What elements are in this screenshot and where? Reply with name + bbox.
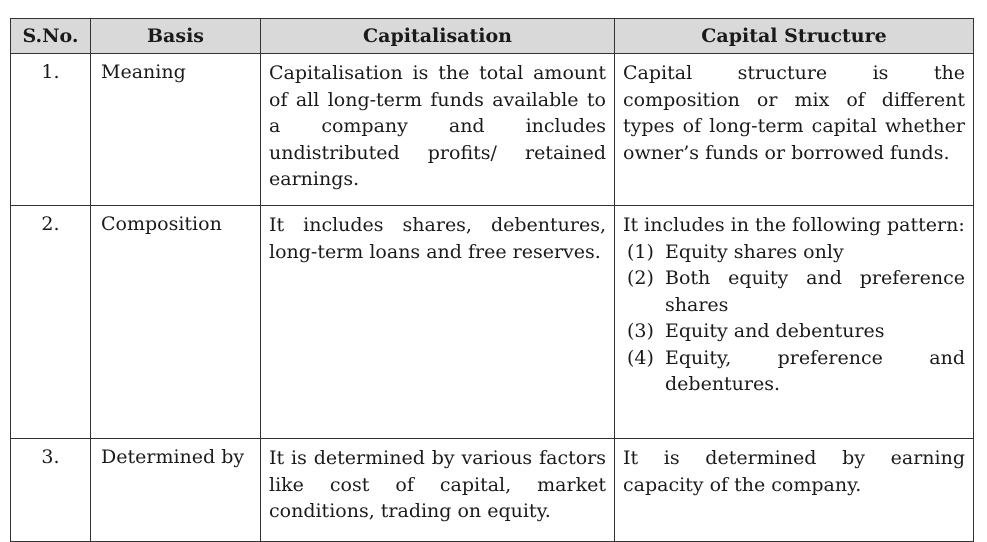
capitalisation-cell: It includes shares, debentures, long-term loans and free reserves. xyxy=(261,206,615,439)
list-item-text: Both equity and preference shares xyxy=(665,267,965,316)
table-row xyxy=(11,206,974,439)
row-number: 2. xyxy=(11,206,91,439)
comparison-table xyxy=(10,18,974,542)
basis-cell: Composition xyxy=(91,206,261,439)
list-item-number: (2) xyxy=(627,267,654,289)
header-sno: S.No. xyxy=(11,19,91,54)
row-number: 3. xyxy=(11,439,91,542)
capital-structure-cell xyxy=(615,206,974,439)
list-item xyxy=(627,345,965,398)
pattern-intro: It includes in the following pattern: xyxy=(623,214,965,236)
list-item-number: (1) xyxy=(627,240,654,263)
basis-cell: Determined by xyxy=(91,439,261,542)
capitalisation-cell: Capitalisation is the total amount of all long-term funds available to a company and includes undistributed profits/ retained earnings. xyxy=(261,54,615,206)
list-item-text: Equity and debentures xyxy=(665,320,885,342)
list-item xyxy=(627,265,965,318)
header-capitalisation: Capitalisation xyxy=(261,19,615,54)
list-item xyxy=(627,318,965,345)
capital-structure-cell: Capital structure is the composition or mix of different types of long-term capital whether owner’s funds or borrowed funds. xyxy=(615,54,974,206)
table-row xyxy=(11,54,974,206)
list-item-text: Equity, preference and debentures. xyxy=(665,346,965,395)
header-basis: Basis xyxy=(91,19,261,54)
header-row xyxy=(11,19,974,54)
list-item xyxy=(627,239,965,266)
list-item-number: (4) xyxy=(627,346,654,369)
basis-cell: Meaning xyxy=(91,54,261,206)
capitalisation-cell: It is determined by various factors like cost of capital, market conditions, trading on equity. xyxy=(261,439,615,542)
row-number: 1. xyxy=(11,54,91,206)
pattern-list xyxy=(623,239,965,398)
table-row xyxy=(11,439,974,542)
list-item-text: Equity shares only xyxy=(665,240,844,263)
header-capital-structure: Capital Structure xyxy=(615,19,974,54)
capital-structure-cell: It is determined by earning capacity of the company. xyxy=(615,439,974,542)
list-item-number: (3) xyxy=(627,320,654,342)
